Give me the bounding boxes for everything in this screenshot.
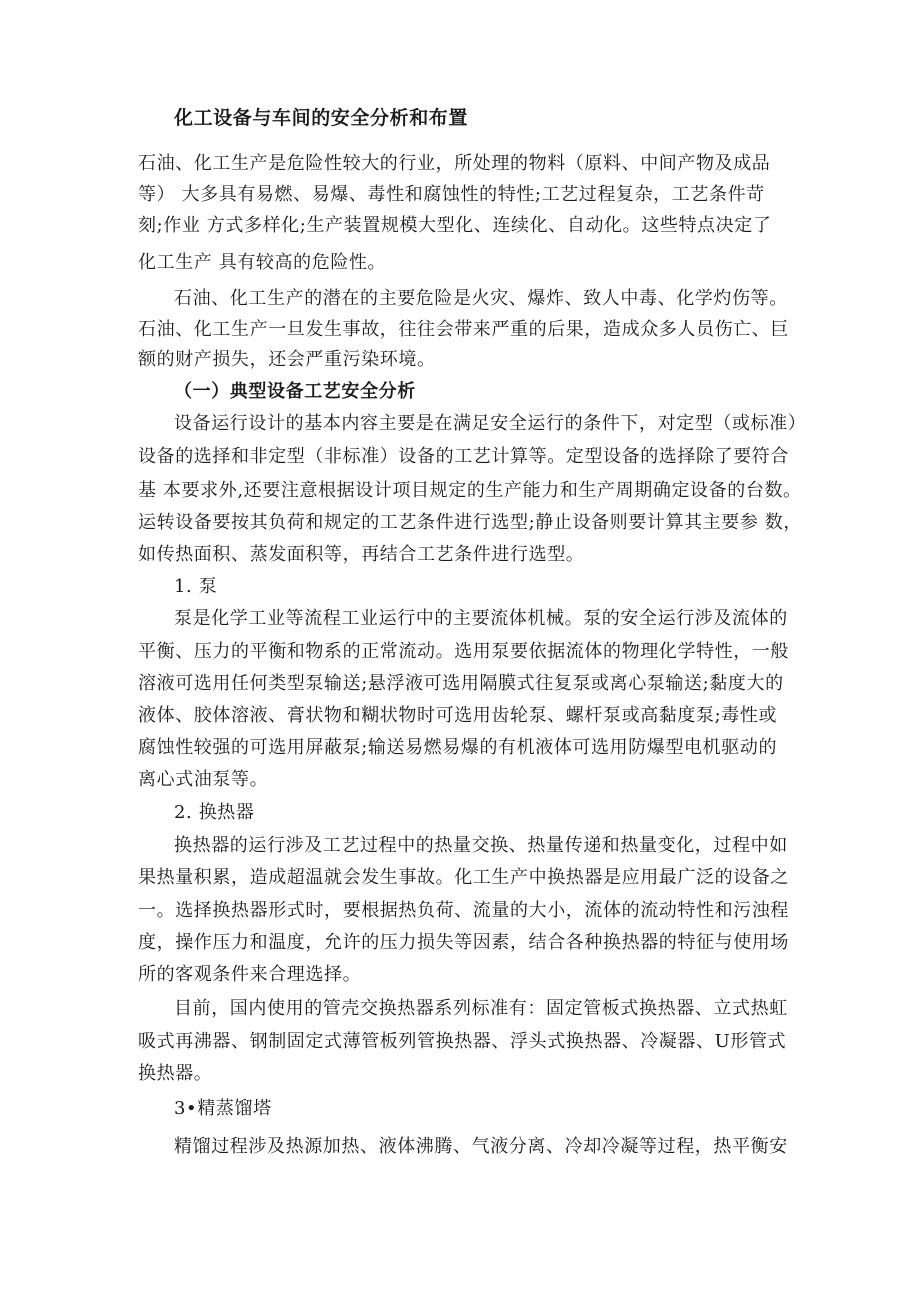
paragraph-line: 泵是化学工业等流程工业运行中的主要流体机械。泵的安全运行涉及流体的	[174, 608, 788, 629]
paragraph-line: 腐蚀性较强的可选用屏蔽泵;输送易燃易爆的有机液体可选用防爆型电机驱动的	[138, 737, 778, 758]
paragraph-line: 液体、胶体溶液、膏状物和糊状物时可选用齿轮泵、螺杆泵或高黏度泵;毒性或	[138, 705, 778, 726]
paragraph-line: 化工生产 具有较高的危险性。	[138, 252, 387, 273]
paragraph-line: 目前，国内使用的管壳交换热器系列标准有：固定管板式换热器、立式热虹	[174, 998, 788, 1019]
paragraph-line: 石油、化工生产的潜在的主要危险是火灾、爆炸、致人中毒、化学灼伤等。	[174, 288, 788, 309]
paragraph-line: 换热器。	[138, 1063, 213, 1084]
paragraph-line: 果热量积累，造成超温就会发生事故。化工生产中换热器是应用最广泛的设备之	[138, 867, 789, 888]
section-heading: （一）典型设备工艺安全分析	[174, 381, 416, 402]
subsection-heading: 2. 换热器	[174, 802, 255, 823]
paragraph-line: 等） 大多具有易燃、易爆、毒性和腐蚀性的特性;工艺过程复杂，工艺条件苛	[138, 184, 765, 205]
paragraph-line: 所的客观条件来合理选择。	[138, 964, 362, 985]
paragraph-line: 吸式再沸器、钢制固定式薄管板列管换热器、浮头式换热器、冷凝器、U形管式	[138, 1031, 787, 1052]
paragraph-line: 换热器的运行涉及工艺过程中的热量交换、热量传递和热量变化，过程中如	[174, 835, 788, 856]
subsection-heading: 3•精蒸馏塔	[174, 1098, 272, 1119]
paragraph-line: 溶液可选用任何类型泵输送;悬浮液可选用隔膜式往复泵或离心泵输送;黏度大的	[138, 673, 784, 694]
paragraph-line: 基 本要求外,还要注意根据设计项目规定的生产能力和生产周期确定设备的台数。	[138, 480, 802, 501]
paragraph-line: 刻;作业 方式多样化;生产装置规模大型化、连续化、自动化。这些特点决定了	[138, 215, 772, 236]
paragraph-line: 石油、化工生产是危险性较大的行业，所处理的物料（原料、中间产物及成品	[138, 153, 771, 174]
paragraph-line: 运转设备要按其负荷和规定的工艺条件进行选型;静止设备则要计算其主要参 数，	[138, 512, 802, 533]
paragraph-line: 如传热面积、蒸发面积等，再结合工艺条件进行选型。	[138, 544, 585, 565]
paragraph-line: 平衡、压力的平衡和物系的正常流动。选用泵要依据流体的物理化学特性，一般	[138, 641, 789, 662]
page-title: 化工设备与车间的安全分析和布置	[174, 107, 469, 129]
paragraph-line: 离心式油泵等。	[138, 769, 269, 790]
paragraph-line: 精馏过程涉及热源加热、液体沸腾、气液分离、冷却冷凝等过程，热平衡安	[174, 1136, 788, 1157]
paragraph-line: 石油、化工生产一旦发生事故，往往会带来严重的后果，造成众多人员伤亡、巨	[138, 319, 789, 340]
paragraph-line: 度，操作压力和温度，允许的压力损失等因素，结合各种换热器的特征与使用场	[138, 932, 789, 953]
paragraph-line: 额的财产损失，还会严重污染环境。	[138, 349, 436, 370]
paragraph-line: 设备的选择和非定型（非标准）设备的工艺计算等。定型设备的选择除了要符合	[138, 446, 789, 467]
paragraph-line: 一。选择换热器形式时，要根据热负荷、流量的大小，流体的流动特性和污浊程	[138, 900, 789, 921]
subsection-heading: 1. 泵	[174, 576, 218, 597]
paragraph-line: 设备运行设计的基本内容主要是在满足安全运行的条件下，对定型（或标准）	[174, 413, 807, 434]
